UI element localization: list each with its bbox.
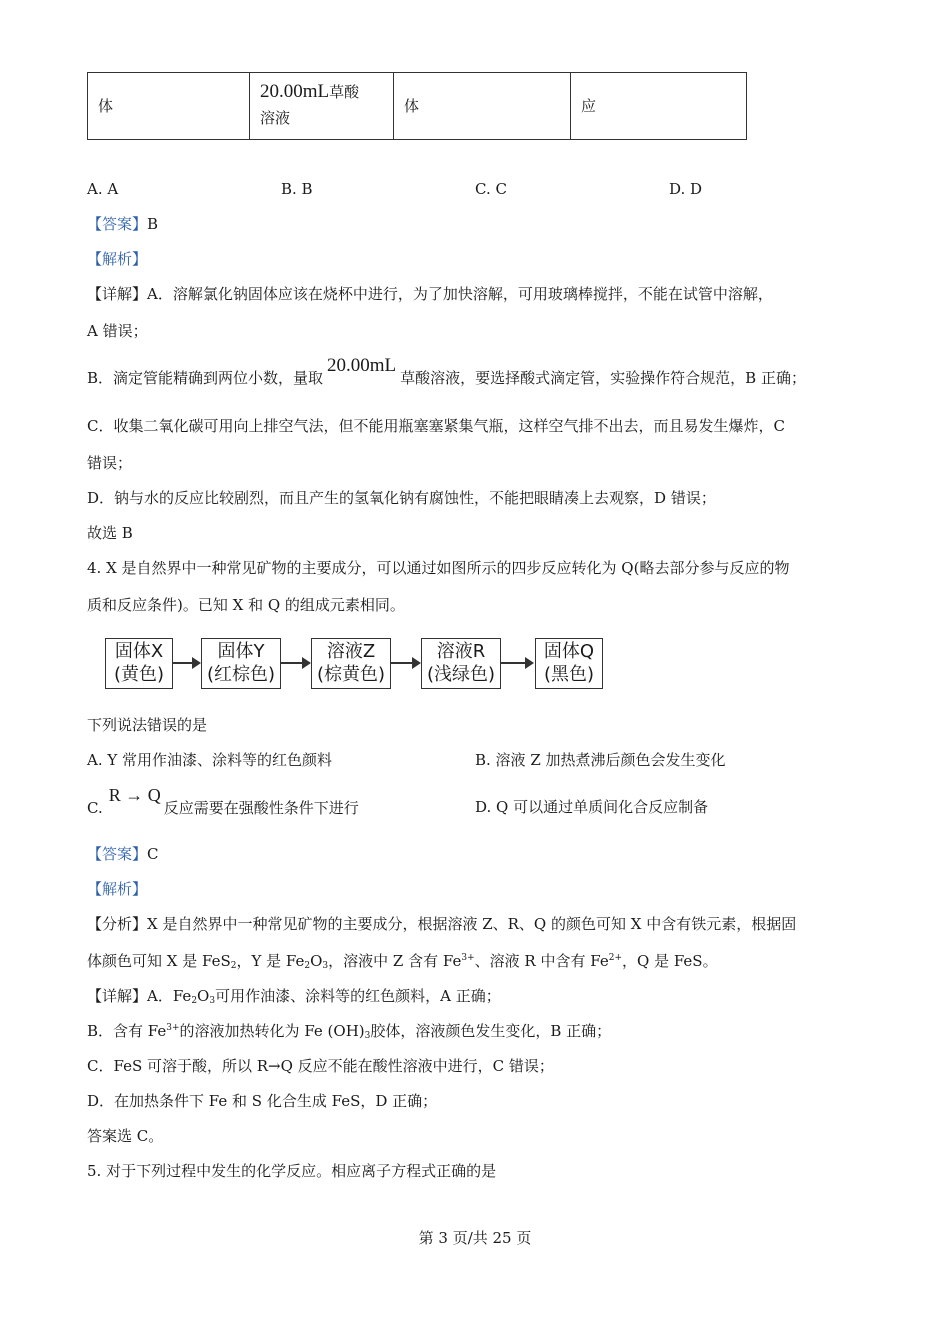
q3-conclusion: 故选 B — [87, 524, 133, 542]
flow-box-z-name: 溶液Z — [326, 641, 376, 662]
text-run: 【详解】A．Fe — [87, 987, 192, 1005]
q3-option-a: A. A — [87, 180, 119, 198]
page-footer: 第 3 页/共 25 页 — [418, 1229, 532, 1247]
q4-detail-b — [87, 1021, 611, 1041]
superscript: 2+ — [608, 953, 622, 963]
q4-option-c-formula: R → Q — [108, 785, 161, 805]
text-run: 、溶液 R 中含有 Fe — [474, 952, 609, 970]
q4-option-b: B. 溶液 Z 加热煮沸后颜色会发生变化 — [475, 751, 726, 769]
flow-box-x-color: (黄色) — [113, 664, 165, 685]
flow-box-q — [535, 638, 603, 689]
table-cell-3 — [394, 73, 571, 139]
text-run: ，Y 是 Fe — [236, 952, 305, 970]
q3-option-c: C. C — [475, 180, 507, 198]
arrow-icon — [501, 662, 532, 664]
flow-box-y — [201, 638, 281, 689]
q3-detail-d: D．钠与水的反应比较剧烈，而且产生的氢氧化钠有腐蚀性，不能把眼睛凑上去观察，D 错误； — [87, 489, 716, 507]
table-cell-2-text — [260, 81, 359, 103]
flow-box-r — [421, 638, 501, 689]
arrow-icon — [281, 662, 309, 664]
text-run: ，Q 是 FeS。 — [622, 952, 718, 970]
text-run: 体颜色可知 X 是 FeS — [87, 952, 231, 970]
subscript: 2 — [304, 961, 311, 971]
answer-tag: 【答案】 — [87, 845, 148, 863]
q3-detail-b-formula: 20.00mL — [327, 355, 397, 376]
table-cell-2-tail: 草酸 — [329, 83, 360, 101]
flow-box-q-color: (黑色) — [543, 664, 595, 685]
text-run: ，溶液中 Z 含有 Fe — [328, 952, 462, 970]
subscript: 3 — [209, 996, 216, 1006]
q4-prompt: 下列说法错误的是 — [87, 716, 208, 734]
table-cell-2 — [250, 73, 394, 139]
text-run: 可用作油漆、涂料等的红色颜料，A 正确； — [215, 987, 501, 1005]
q4-stem-2: 质和反应条件)。已知 X 和 Q 的组成元素相同。 — [87, 596, 405, 614]
q3-detail-b-post: 草酸溶液，要选择酸式滴定管，实验操作符合规范，B 正确； — [400, 369, 806, 387]
table-cell-1-text: 体 — [98, 97, 114, 115]
superscript: 3+ — [461, 953, 475, 963]
q3-detail-b-pre: B．滴定管能精确到两位小数，量取 — [87, 369, 324, 387]
answer-tag: 【答案】 — [87, 215, 148, 233]
arrow-icon — [391, 662, 419, 664]
q3-detail-a-1: 【详解】A．溶解氯化钠固体应该在烧杯中进行，为了加快溶解，可用玻璃棒搅拌，不能在试管中溶解， — [87, 285, 773, 303]
q5-stem: 5. 对于下列过程中发生的化学反应。相应离子方程式正确的是 — [87, 1162, 497, 1180]
q4-option-c-label: C. — [87, 799, 103, 817]
flow-box-x — [105, 638, 173, 689]
q4-detail-c: C．FeS 可溶于酸，所以 R→Q 反应不能在酸性溶液中进行，C 错误； — [87, 1057, 554, 1075]
arrow-icon — [173, 662, 199, 664]
q4-answer — [87, 844, 159, 864]
subscript: 2 — [191, 996, 198, 1006]
flow-box-z — [311, 638, 391, 689]
flow-box-y-name: 固体Y — [217, 641, 265, 662]
text-run: 胶体，溶液颜色发生变化，B 正确； — [370, 1022, 612, 1040]
answer-value: B — [147, 215, 159, 233]
q4-option-c — [87, 785, 359, 818]
q4-option-a: A. Y 常用作油漆、涂料等的红色颜料 — [87, 751, 333, 769]
q4-analysis-tag: 【解析】 — [87, 880, 148, 898]
q4-conclusion: 答案选 C。 — [87, 1127, 164, 1145]
q4-fenxi-1: 【分析】X 是自然界中一种常见矿物的主要成分，根据溶液 Z、R、Q 的颜色可知 X 中含有铁元素，根据固 — [87, 915, 797, 933]
q3-detail-a-2: A 错误； — [87, 322, 148, 340]
q3-option-d: D. D — [669, 180, 703, 198]
text-run: B．含有 Fe — [87, 1022, 167, 1040]
table-cell-3-text: 体 — [404, 97, 420, 115]
q3-answer — [87, 214, 158, 234]
table-cell-1 — [88, 73, 250, 139]
volume-formula: 20.00mL — [260, 81, 330, 102]
subscript: 2 — [230, 961, 237, 971]
q4-detail-a — [87, 986, 501, 1006]
text-run: 的溶液加热转化为 Fe (OH) — [179, 1022, 365, 1040]
flow-box-y-color: (红棕色) — [206, 664, 276, 685]
text-run: O — [197, 987, 210, 1005]
q4-detail-d: D．在加热条件下 Fe 和 S 化合生成 FeS，D 正确； — [87, 1092, 438, 1110]
table-cell-4 — [571, 73, 746, 139]
table-cell-4-text: 应 — [581, 97, 597, 115]
q3-option-b: B. B — [281, 180, 313, 198]
q4-option-d: D. Q 可以通过单质间化合反应制备 — [475, 798, 709, 816]
flow-box-x-name: 固体X — [114, 641, 164, 662]
subscript: 3 — [364, 1031, 371, 1041]
flow-box-r-color: (浅绿色) — [426, 664, 496, 685]
reagent-table — [87, 72, 747, 140]
subscript: 3 — [322, 961, 329, 971]
q3-detail-c-1: C．收集二氧化碳可用向上排空气法，但不能用瓶塞塞紧集气瓶，这样空气排不出去，而且易发生爆炸，C — [87, 417, 785, 435]
q3-detail-c-2: 错误； — [87, 454, 133, 472]
answer-value: C — [147, 845, 159, 863]
q3-analysis-tag: 【解析】 — [87, 250, 148, 268]
q4-fenxi-2 — [87, 951, 718, 971]
q4-stem-1: 4. X 是自然界中一种常见矿物的主要成分，可以通过如图所示的四步反应转化为 Q(略去部分参与反应的物 — [87, 559, 790, 577]
q3-detail-b — [87, 355, 806, 388]
table-cell-2-line2: 溶液 — [260, 109, 291, 127]
flow-box-z-color: (棕黄色) — [316, 664, 386, 685]
q4-option-c-text: 反应需要在强酸性条件下进行 — [163, 799, 359, 817]
text-run: O — [310, 952, 323, 970]
flow-box-q-name: 固体Q — [543, 641, 595, 662]
superscript: 3+ — [166, 1023, 180, 1033]
flow-box-r-name: 溶液R — [436, 641, 486, 662]
